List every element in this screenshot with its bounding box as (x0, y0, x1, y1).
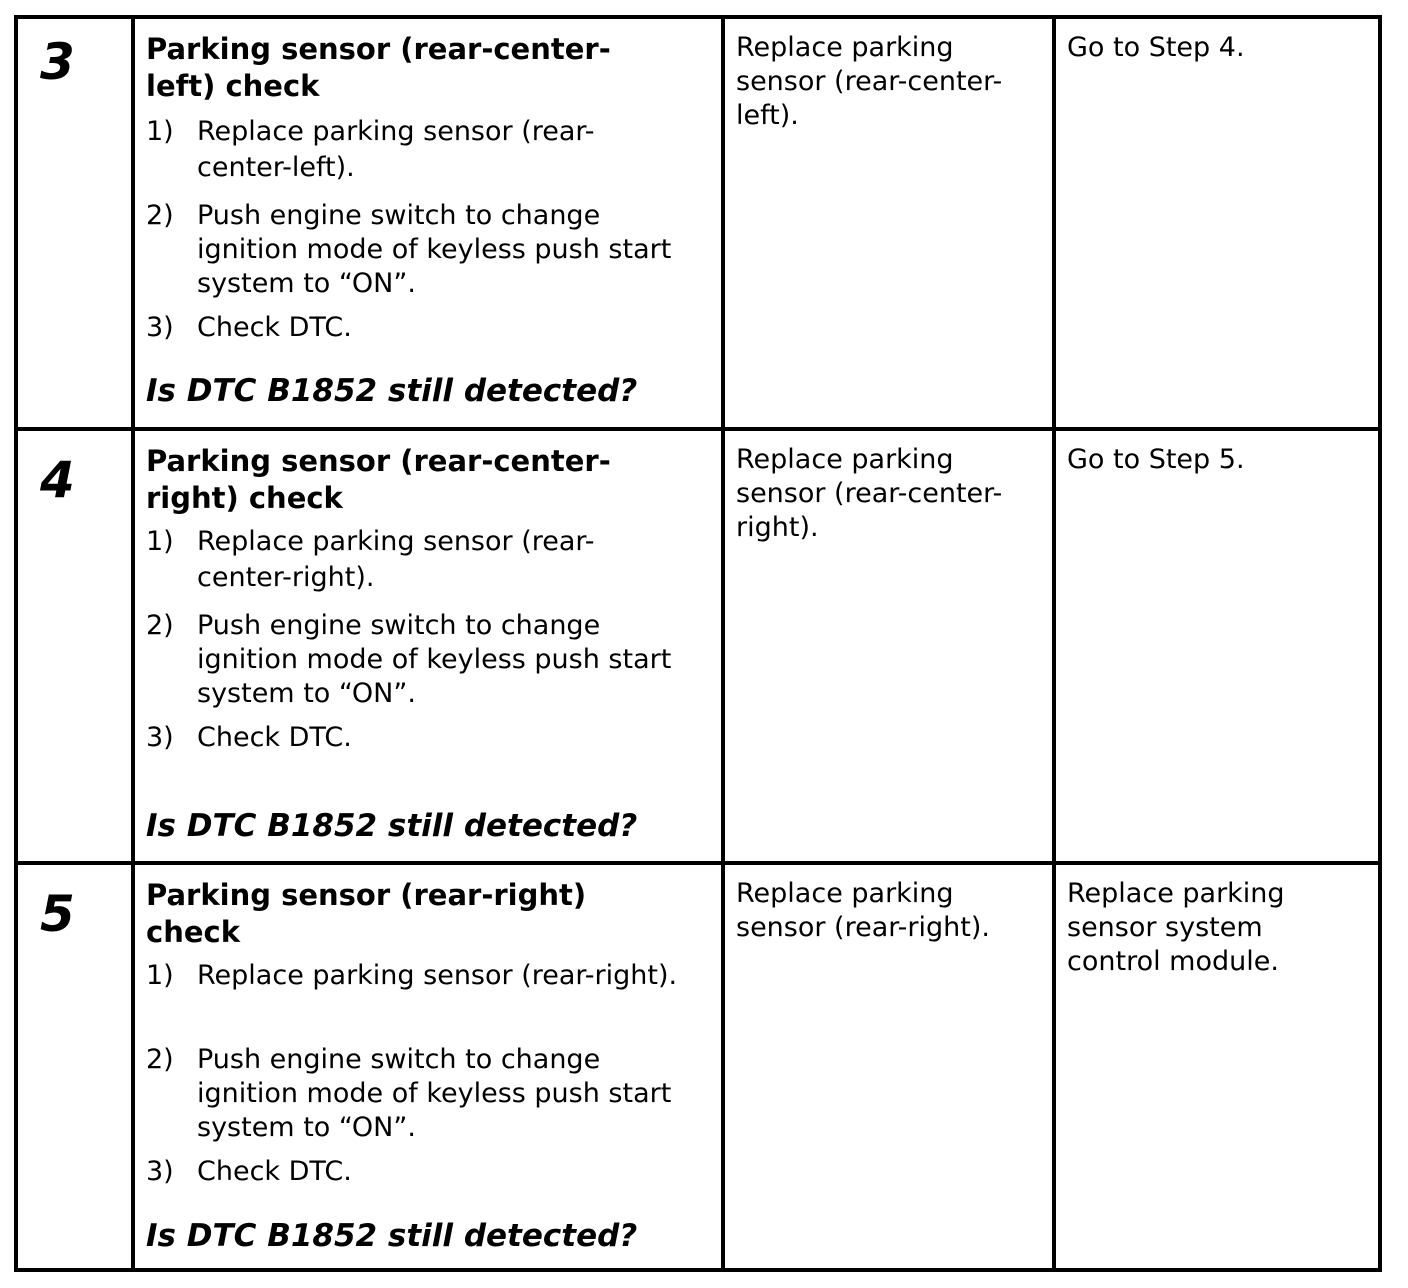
troubleshooting-table (14, 15, 1382, 1272)
list-item: 2) Push engine switch to change ignition mode of keyless push start system to “ON”. (146, 200, 672, 299)
question-text: Is DTC B1852 still detected? (146, 808, 638, 844)
yes-result-text: Replace parking sensor (rear-right). (736, 878, 990, 943)
step-cell (18, 19, 131, 427)
step-number: 4 (40, 451, 75, 509)
yes-result-cell (721, 431, 1052, 861)
check-cell (131, 19, 721, 427)
list-item: 1) Replace parking sensor (rear- center-right). (146, 526, 595, 593)
no-result-cell (1052, 865, 1378, 1272)
check-cell (131, 865, 721, 1272)
check-cell (131, 431, 721, 861)
list-item: 2) Push engine switch to change ignition mode of keyless push start system to “ON”. (146, 1044, 672, 1143)
no-result-text: Go to Step 5. (1067, 444, 1245, 475)
list-item: 3) Check DTC. (146, 722, 352, 753)
check-title: Parking sensor (rear-right) check (146, 878, 587, 949)
list-item: 3) Check DTC. (146, 1156, 352, 1187)
check-title: Parking sensor (rear-center- left) check (146, 32, 611, 103)
table-row-step-3 (18, 19, 1378, 427)
yes-result-text: Replace parking sensor (rear-center- right). (736, 444, 1003, 543)
list-item: 1) Replace parking sensor (rear-right). (146, 960, 678, 991)
list-item: 2) Push engine switch to change ignition mode of keyless push start system to “ON”. (146, 610, 672, 709)
no-result-text: Replace parking sensor system control module. (1067, 878, 1285, 977)
question-text: Is DTC B1852 still detected? (146, 373, 638, 409)
step-number: 5 (40, 885, 75, 943)
list-item: 1) Replace parking sensor (rear- center-left). (146, 116, 595, 183)
no-result-cell (1052, 19, 1378, 427)
question-text: Is DTC B1852 still detected? (146, 1218, 638, 1254)
check-title: Parking sensor (rear-center- right) check (146, 444, 611, 515)
no-result-cell (1052, 431, 1378, 861)
yes-result-text: Replace parking sensor (rear-center- left). (736, 32, 1003, 131)
yes-result-cell (721, 865, 1052, 1272)
table-row-step-5 (18, 861, 1378, 1272)
no-result-text: Go to Step 4. (1067, 32, 1245, 63)
list-item: 3) Check DTC. (146, 312, 352, 343)
yes-result-cell (721, 19, 1052, 427)
table-row-step-4 (18, 427, 1378, 861)
step-number: 3 (40, 33, 75, 91)
step-cell (18, 865, 131, 1272)
step-cell (18, 431, 131, 861)
